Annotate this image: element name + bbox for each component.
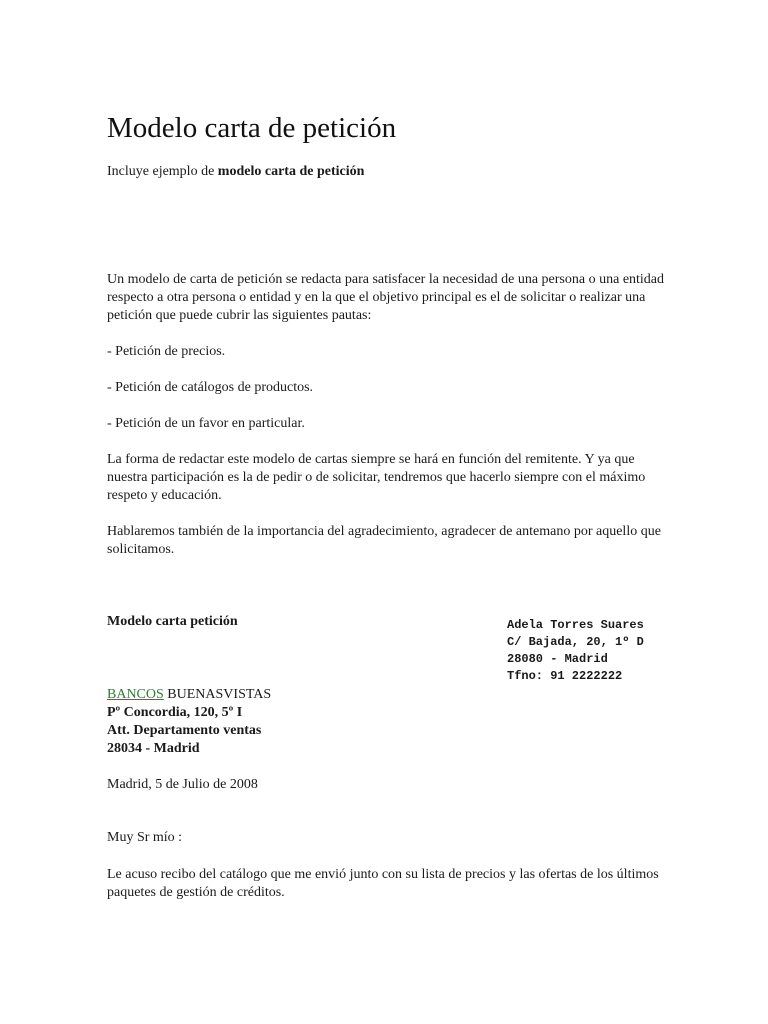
section-heading: Modelo carta petición — [107, 614, 238, 629]
intro-paragraph: Un modelo de carta de petición se redacta para satisfacer la necesidad de una persona o una entidad respecto a otra persona o entidad y en la que el objetivo principal es el de solicitar o realizar una petición que puede cubrir las siguientes pautas: — [107, 272, 665, 323]
sender-street: C/ Bajada, 20, 1º D — [507, 635, 644, 649]
bullet-item-prices: - Petición de precios. — [107, 344, 226, 359]
bank-link[interactable]: BANCOS — [107, 687, 164, 702]
letter-date: Madrid, 5 de Julio de 2008 — [107, 777, 258, 792]
sender-city: 28080 - Madrid — [507, 652, 608, 666]
sender-name: Adela Torres Suares — [507, 618, 644, 632]
bullet-item-favor: - Petición de un favor en particular. — [107, 416, 305, 431]
sender-phone: Tfno: 91 2222222 — [507, 669, 623, 683]
recipient-city: 28034 - Madrid — [107, 741, 200, 756]
bullet-item-catalogs: - Petición de catálogos de productos. — [107, 380, 314, 395]
page-title: Modelo carta de petición — [107, 112, 397, 144]
letter-body: Le acuso recibo del catálogo que me envió junto con su lista de precios y las ofertas de los últimos paquetes de gestión de créditos. — [107, 867, 659, 900]
recipient-street: Pº Concordia, 120, 5º I — [107, 705, 243, 720]
letter-greeting: Muy Sr mío : — [107, 830, 183, 845]
recipient-department: Att. Departamento ventas — [107, 723, 262, 738]
recipient-bank — [107, 686, 271, 704]
sender-address — [507, 617, 644, 685]
subtitle-bold: modelo carta de petición — [217, 164, 365, 179]
paragraph-agradecimiento: Hablaremos también de la importancia del agradecimiento, agradecer de antemano por aquello que solicitamos. — [107, 524, 661, 557]
paragraph-remitente: La forma de redactar este modelo de cartas siempre se hará en función del remitente. Y ya que nuestra participación es la de pedir o de solicitar, tendremos que hacerlo siempre con el máximo respeto y educación. — [107, 452, 646, 503]
subtitle — [107, 164, 364, 180]
subtitle-prefix: Incluye ejemplo de — [107, 164, 218, 179]
recipient-address — [107, 686, 271, 758]
bank-name-rest: BUENASVISTAS — [163, 687, 272, 702]
